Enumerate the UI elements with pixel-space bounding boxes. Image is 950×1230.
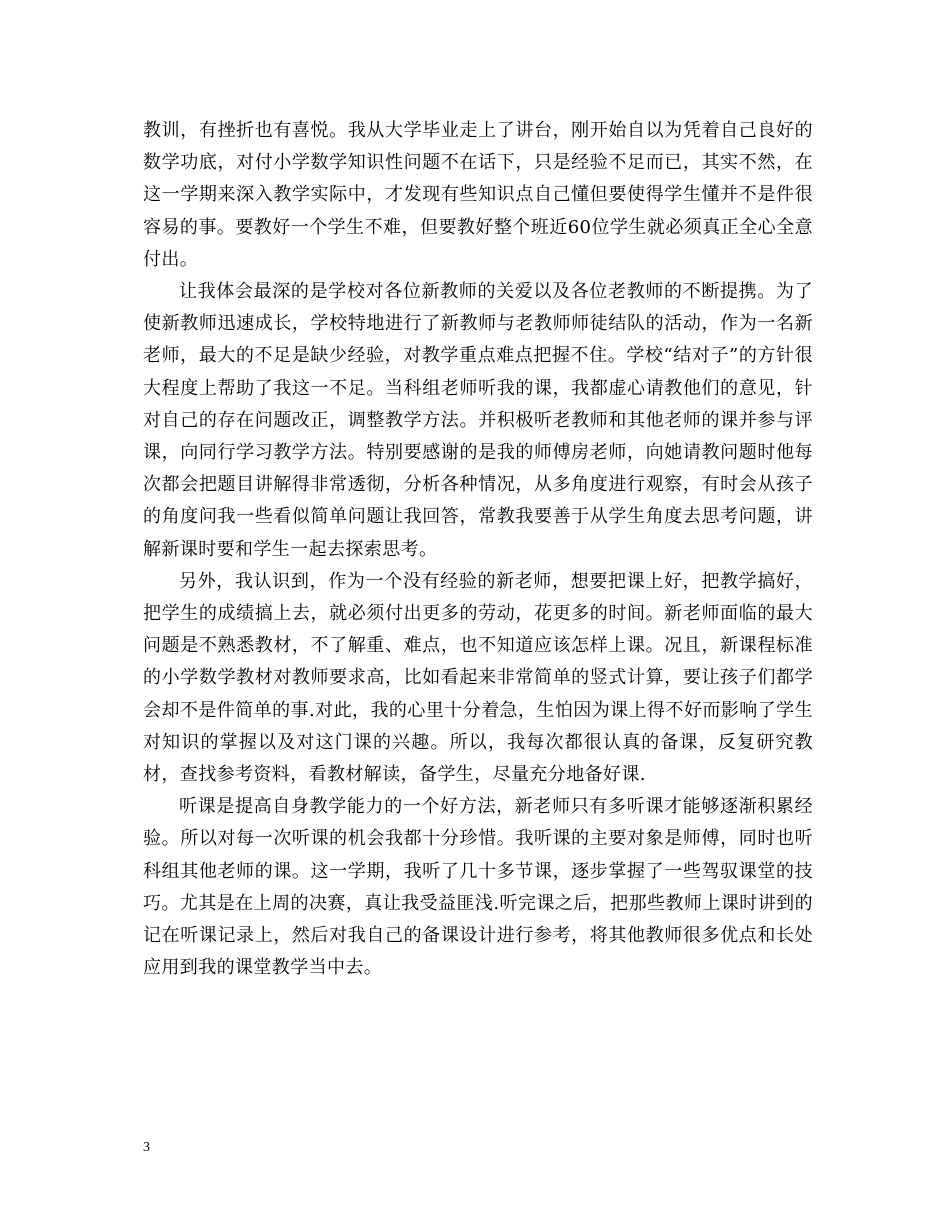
paragraph-2: 让我体会最深的是学校对各位新教师的关爱以及各位老教师的不断提携。为了使新教师迅速成长，学校特地进行了新教师与老教师师徒结队的活动，作为一名新老师，最大的不足是缺少经验，对教学重点难点把握不住。学校“结对子”的方针很大程度上帮助了我这一不足。当科组老师听我的课，我都虚心请教他们的意见，针对自己的存在问题改正，调整教学方法。并积极听老教师和其他老师的课并参与评课，向同行学习教学方法。特别要感谢的是我的师傅房老师，向她请教问题时他每次都会把题目讲解得非常透彻，分析各种情况，从多角度进行观察，有时会从孩子的角度问我一些看似简单问题让我回答，常教我要善于从学生角度去思考问题，讲解新课时要和学生一起去探索思考。: [143, 281, 813, 560]
paragraph-3: 另外，我认识到，作为一个没有经验的新老师，想要把课上好，把教学搞好，把学生的成绩搞上去，就必须付出更多的劳动，花更多的时间。新老师面临的最大问题是不熟悉教材，不了解重、难点，也不知道应该怎样上课。况且，新课程标准的小学数学教材对教师要求高，比如看起来非常简单的竖式计算，要让孩子们都学会却不是件简单的事.对此，我的心里十分着急，生怕因为课上得不好而影响了学生对知识的掌握以及对这门课的兴趣。所以，我每次都很认真的备课，反复研究教材，查找参考资料，看教材解读，备学生，尽量充分地备好课.: [143, 570, 813, 786]
paragraph-4: 听课是提高自身教学能力的一个好方法，新老师只有多听课才能够逐渐积累经验。所以对每一次听课的机会我都十分珍惜。我听课的主要对象是师傅，同时也听科组其他老师的课。这一学期，我听了几十多节课，逐步掌握了一些驾驭课堂的技巧。尤其是在上周的决赛，真让我受益匪浅.听完课之后，把那些教师上课时讲到的记在听课记录上，然后对我自己的备课设计进行参考，将其他教师很多优点和长处应用到我的课堂教学当中去。: [143, 796, 813, 979]
document-body: [143, 115, 813, 984]
page-number: 3: [143, 1140, 150, 1155]
paragraph-1: 教训，有挫折也有喜悦。我从大学毕业走上了讲台，刚开始自以为凭着自己良好的数学功底，对付小学数学知识性问题不在话下，只是经验不足而已，其实不然，在这一学期来深入教学实际中，才发现有些知识点自己懂但要使得学生懂并不是件很容易的事。要教好一个学生不难，但要教好整个班近60位学生就必须真正全心全意付出。: [143, 120, 813, 270]
